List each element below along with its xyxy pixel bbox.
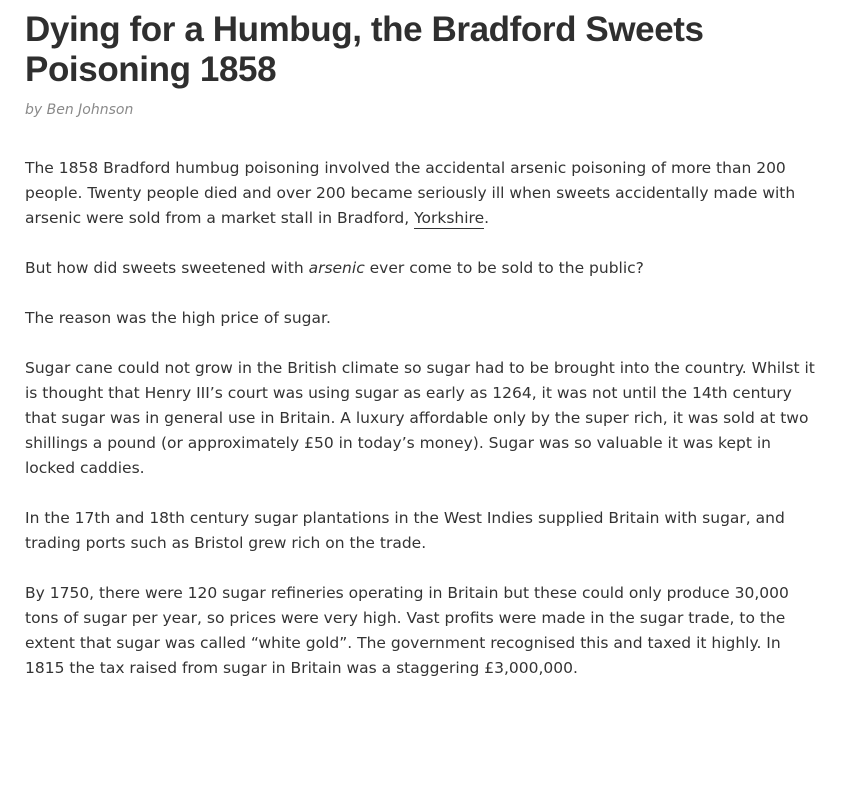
- paragraph-question: [25, 256, 815, 281]
- paragraph-refineries: By 1750, there were 120 sugar refineries operating in Britain but these could only produce 30,000 tons of sugar per year, so prices were very high. Vast profits were made in the sugar trade, to the extent that sugar was called “white gold”. The government recognised this and taxed it highly. In 1815 the tax raised from sugar in Britain was a staggering £3,000,000.: [25, 584, 789, 677]
- paragraph-question-emphasis: arsenic: [308, 259, 365, 277]
- paragraph-intro-end: .: [484, 209, 490, 227]
- paragraph-sugar-cane: Sugar cane could not grow in the British climate so sugar had to be brought into the country. Whilst it is thought that Henry III’s court was using sugar as early as 1264, it was not until the 14th century that sugar was in general use in Britain. A luxury affordable only by the super rich, it was sold at two shillings a pound (or approximately £50 in today’s money). Sugar was so valuable it was kept in locked caddies.: [25, 359, 815, 477]
- paragraph-intro-text: The 1858 Bradford humbug poisoning involved the accidental arsenic poisoning of more than 200 people. Twenty people died and over 200 became seriously ill when sweets accidentally made with arsenic were sold from a market stall in Bradford,: [25, 159, 796, 227]
- article-title: Dying for a Humbug, the Bradford Sweets Poisoning 1858: [25, 10, 704, 89]
- yorkshire-link[interactable]: Yorkshire: [414, 209, 485, 227]
- paragraph-question-after: ever come to be sold to the public?: [364, 259, 644, 277]
- paragraph-intro: [25, 156, 815, 231]
- paragraph-question-before: But how did sweets sweetened with: [25, 259, 309, 277]
- article: [25, 10, 815, 706]
- article-byline: by Ben Johnson: [25, 102, 134, 118]
- article-body: [25, 156, 815, 681]
- paragraph-reason: The reason was the high price of sugar.: [25, 309, 331, 327]
- paragraph-plantations: In the 17th and 18th century sugar plantations in the West Indies supplied Britain with sugar, and trading ports such as Bristol grew rich on the trade.: [25, 509, 785, 552]
